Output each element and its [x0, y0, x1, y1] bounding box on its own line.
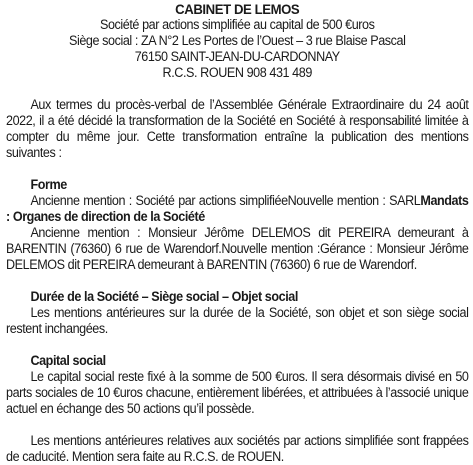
- company-name: CABINET DE LEMOS: [175, 1, 300, 17]
- postal-city: 76150 SAINT-JEAN-DU-CARDONNAY: [134, 49, 340, 64]
- mandats-paragraph: Ancienne mention : Monsieur Jérôme DELEMOS dit PEREIRA demeurant à BARENTIN (76360) 6 rue de Warendorf.Nouvelle mention :Gérance : Monsieur Jérôme DELEMOS dit PEREIRA demeurant à BARENTIN (76360) 6 rue de Warendorf.: [6, 225, 469, 272]
- notice-header: [6, 1, 468, 81]
- forme-mention-text: Ancienne mention : Société par actions simplifiéeNouvelle mention : SARL: [30, 193, 421, 208]
- registered-office: Siège social : ZA N°2 Les Portes de l’Ouest – 3 rue Blaise Pascal: [69, 33, 406, 48]
- capital-heading: Capital social: [30, 353, 106, 368]
- legal-notice: [6, 0, 468, 465]
- duree-paragraph: Les mentions antérieures sur la durée de la Société, son objet et son siège social restent inchangées.: [6, 305, 469, 336]
- company-form: Société par actions simplifiée au capital de 500 €uros: [99, 17, 375, 32]
- forme-paragraph: [6, 193, 468, 225]
- rcs-number: R.C.S. ROUEN 908 431 489: [162, 65, 312, 80]
- duree-heading: Durée de la Société – Siège social – Objet social: [30, 289, 298, 304]
- intro-paragraph: Aux termes du procès-verbal de l’Assemblée Générale Extraordinaire du 24 août 2022, il a été décidé la transformation de la Société en Société à responsabilité limitée à compter du même jour. Cette transformation entraîne la publication des mentions suivantes :: [6, 97, 469, 160]
- closing-paragraph: Les mentions antérieures relatives aux sociétés par actions simplifiée sont frappées de caducité. Mention sera faite au R.C.S. de ROUEN.: [6, 433, 469, 464]
- forme-heading: Forme: [30, 177, 67, 192]
- capital-paragraph: Le capital social reste fixé à la somme de 500 €uros. Il sera désormais divisé en 50 parts sociales de 10 €uros chacune, entièrement libérées, et attribuées à l’associé unique actuel en échange des 50 actions qu’il possède.: [6, 369, 469, 416]
- mandats-heading: Mandats : Organes de direction de la Société: [6, 193, 469, 224]
